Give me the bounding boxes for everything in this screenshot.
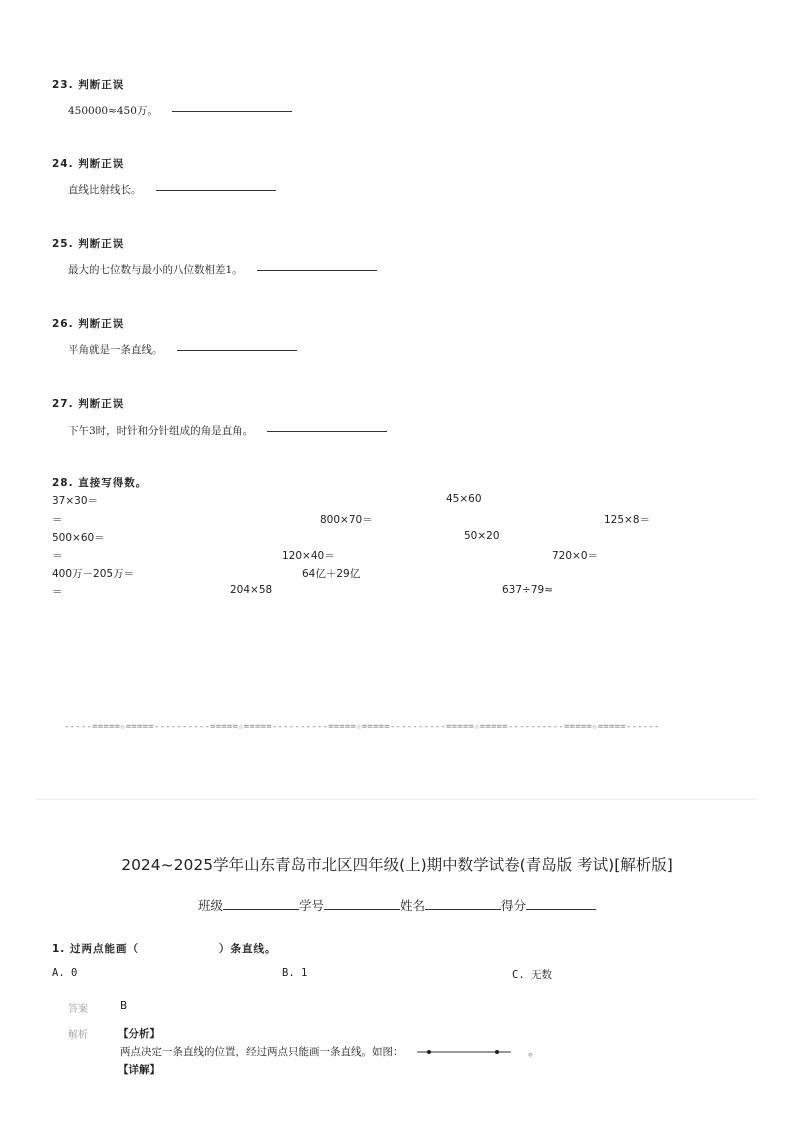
calc-item: ＝ [52,550,63,562]
answer-blank-24[interactable] [156,189,276,191]
analysis-label: 解析 [68,1030,88,1041]
question-23-header: 23. 判断正误 [52,79,125,91]
calc-item: 637÷79≈ [502,584,553,596]
name-field[interactable] [425,897,501,910]
score-field[interactable] [526,897,596,910]
option-c[interactable]: C. 无数 [512,969,552,981]
detail-header: 【详解】 [118,1064,160,1076]
analysis-header: 【分析】 [118,1028,160,1040]
question-1-text: 1. 过两点能画（ ）条直线。 [52,943,277,955]
exam-title: 2024~2025学年山东青岛市北区四年级(上)期中数学试卷(青岛版 考试)[解析版] [121,856,673,874]
answer-blank-25[interactable] [257,269,377,271]
name-label: 姓名 [400,898,426,913]
calc-item: 400万－205万＝ [52,568,135,580]
question-26-text: 平角就是一条直线。 [68,342,297,357]
calc-item: 720×0＝ [552,550,599,562]
calc-item: ＝ [52,514,63,526]
section-divider: -----=====☆=====----------=====☆=====----------=====☆=====----------=====☆=====----------=====☆=====------ [64,722,660,732]
answer-value: B [120,1000,128,1012]
score-label: 得分 [501,898,527,913]
question-27-header: 27. 判断正误 [52,398,125,410]
answer-blank-23[interactable] [172,110,292,112]
question-25-text: 最大的七位数与最小的八位数相差1。 [68,262,377,277]
calc-item: 64亿＋29亿 [302,568,361,580]
option-a[interactable]: A. 0 [52,967,78,979]
calc-item: 204×58 [230,584,273,596]
question-24-header: 24. 判断正误 [52,158,125,170]
page-break-line [36,799,758,800]
question-25-header: 25. 判断正误 [52,238,125,250]
calc-item: 45×60 [446,493,482,505]
question-26-header: 26. 判断正误 [52,318,125,330]
question-27-text: 下午3时，时针和分针组成的角是直角。 [68,423,387,438]
question-28-header: 28. 直接写得数。 [52,477,148,489]
answer-blank-26[interactable] [177,349,297,351]
answer-blank-27[interactable] [267,430,387,432]
calc-item: 125×8＝ [604,514,651,526]
calc-item: 800×70＝ [320,514,373,526]
class-field[interactable] [223,897,299,910]
calc-item: 500×60＝ [52,532,105,544]
calc-item: 120×40＝ [282,550,335,562]
question-23-text: 450000≈450万。 [68,103,292,118]
class-label: 班级 [197,898,223,913]
question-24-text: 直线比射线长。 [68,182,276,197]
line-through-two-points-figure [415,1047,515,1057]
calc-item: ＝ [52,586,63,598]
student-id-label: 学号 [298,898,324,913]
analysis-text: 两点决定一条直线的位置，经过两点只能画一条直线。如图： 。 [120,1046,539,1058]
student-info-row [0,896,794,914]
student-id-field[interactable] [324,897,400,910]
calc-item: 37×30＝ [52,495,99,507]
calc-item: 50×20 [464,530,500,542]
answer-label: 答案 [68,1004,88,1015]
option-b[interactable]: B. 1 [282,967,308,979]
